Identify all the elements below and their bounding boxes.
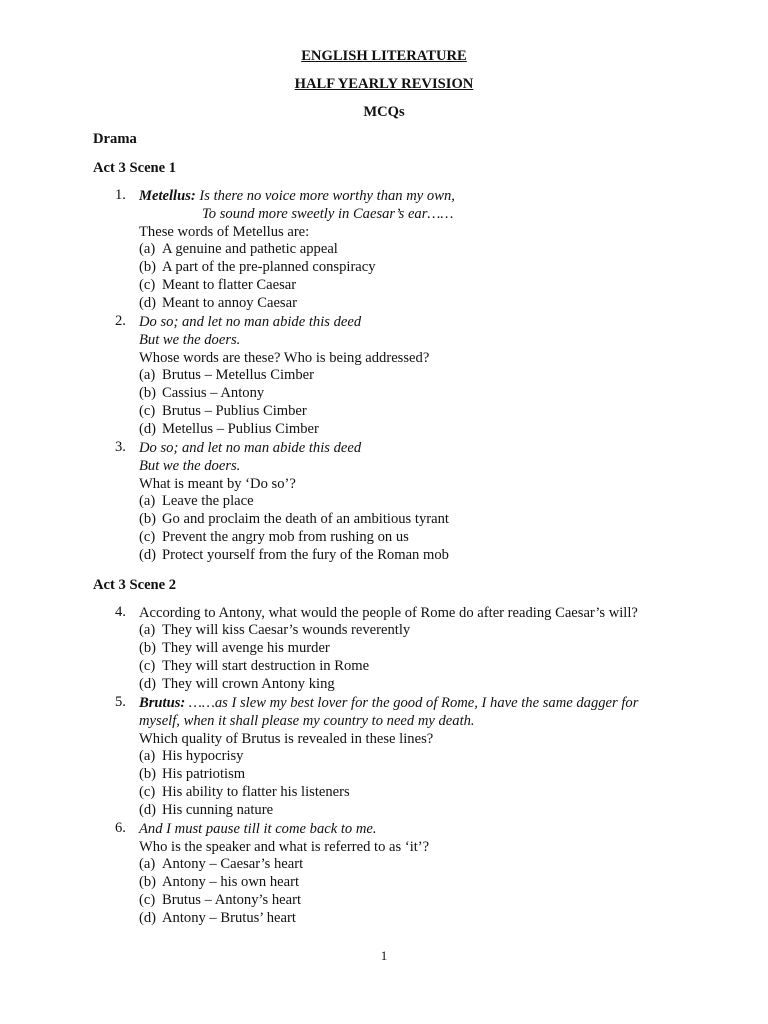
quote-text: ……as I slew my best lover for the good of Rome, I have the same dagger for — [185, 695, 639, 711]
question-prompt: What is meant by ‘Do so’? — [139, 476, 296, 492]
question-number: 2. — [115, 313, 126, 329]
question-prompt: Which quality of Brutus is revealed in these lines? — [139, 731, 434, 747]
option-text: They will start destruction in Rome — [162, 658, 370, 674]
option-label: (a) — [139, 856, 156, 872]
option-label: (c) — [139, 529, 156, 545]
option-text: Antony – Brutus’ heart — [162, 910, 296, 926]
option-text: Antony – his own heart — [162, 874, 300, 890]
option-label: (c) — [139, 658, 156, 674]
option-text: Brutus – Metellus Cimber — [162, 367, 315, 383]
option-text: Brutus – Antony’s heart — [162, 892, 302, 908]
option-label: (b) — [139, 874, 157, 890]
option-label: (a) — [139, 493, 156, 509]
question-quote — [139, 694, 638, 712]
option-text: His hypocrisy — [162, 748, 244, 764]
option-label: (a) — [139, 367, 156, 383]
option-label: (d) — [139, 802, 157, 818]
quote-text: And I must pause till it come back to me. — [139, 821, 377, 837]
option-label: (b) — [139, 385, 157, 401]
document-title: ENGLISH LITERATURE — [301, 48, 467, 64]
quote-text: myself, when it shall please my country to need my death. — [139, 713, 475, 729]
option-text: Antony – Caesar’s heart — [162, 856, 304, 872]
option-label: (c) — [139, 277, 156, 293]
option-label: (d) — [139, 421, 157, 437]
question-number: 4. — [115, 604, 126, 620]
option-text: His cunning nature — [162, 802, 274, 818]
option-label: (c) — [139, 892, 156, 908]
option-label: (b) — [139, 766, 157, 782]
quote-text: To sound more sweetly in Caesar’s ear…… — [202, 206, 454, 222]
quote-text: Do so; and let no man abide this deed — [139, 314, 362, 330]
option-text: His patriotism — [162, 766, 246, 782]
quote-text: But we the doers. — [139, 332, 241, 348]
option-text: Brutus – Publius Cimber — [162, 403, 307, 419]
question-prompt: According to Antony, what would the people of Rome do after reading Caesar’s will? — [139, 605, 638, 621]
option-text: Go and proclaim the death of an ambitious tyrant — [162, 511, 449, 527]
question-prompt: These words of Metellus are: — [139, 224, 310, 240]
option-text: Prevent the angry mob from rushing on us — [162, 529, 409, 545]
quote-text: Do so; and let no man abide this deed — [139, 440, 362, 456]
question-number: 6. — [115, 820, 126, 836]
quote-text: Is there no voice more worthy than my own, — [195, 188, 455, 204]
section-act3-scene2: Act 3 Scene 2 — [93, 577, 177, 593]
speaker-name: Metellus: — [139, 188, 196, 204]
option-label: (b) — [139, 640, 157, 656]
question-prompt: Whose words are these? Who is being addressed? — [139, 350, 430, 366]
option-label: (c) — [139, 403, 156, 419]
question-number: 3. — [115, 439, 126, 455]
option-label: (b) — [139, 511, 157, 527]
option-label: (d) — [139, 547, 157, 563]
question-quote — [139, 187, 455, 205]
option-text: Protect yourself from the fury of the Roman mob — [162, 547, 449, 563]
document-subtitle: HALF YEARLY REVISION — [294, 76, 474, 92]
option-label: (d) — [139, 910, 157, 926]
option-text: Cassius – Antony — [162, 385, 265, 401]
section-act3-scene1: Act 3 Scene 1 — [93, 160, 177, 176]
question-prompt: Who is the speaker and what is referred to as ‘it’? — [139, 839, 430, 855]
option-text: They will avenge his murder — [162, 640, 330, 656]
option-label: (a) — [139, 748, 156, 764]
option-text: Meant to flatter Caesar — [162, 277, 297, 293]
option-text: They will crown Antony king — [162, 676, 335, 692]
speaker-name: Brutus: — [139, 695, 186, 711]
option-label: (b) — [139, 259, 157, 275]
option-text: Meant to annoy Caesar — [162, 295, 297, 311]
option-label: (a) — [139, 241, 156, 257]
option-text: Metellus – Publius Cimber — [162, 421, 319, 437]
option-label: (d) — [139, 676, 157, 692]
option-label: (d) — [139, 295, 157, 311]
page-number: 1 — [380, 948, 388, 963]
option-text: A genuine and pathetic appeal — [162, 241, 338, 257]
option-text: A part of the pre-planned conspiracy — [162, 259, 376, 275]
section-drama: Drama — [93, 131, 137, 147]
option-text: They will kiss Caesar’s wounds reverently — [162, 622, 411, 638]
question-number: 1. — [115, 187, 126, 203]
option-text: His ability to flatter his listeners — [162, 784, 350, 800]
option-text: Leave the place — [162, 493, 254, 509]
question-number: 5. — [115, 694, 126, 710]
option-label: (a) — [139, 622, 156, 638]
option-label: (c) — [139, 784, 156, 800]
quote-text: But we the doers. — [139, 458, 241, 474]
document-heading: MCQs — [363, 104, 405, 120]
